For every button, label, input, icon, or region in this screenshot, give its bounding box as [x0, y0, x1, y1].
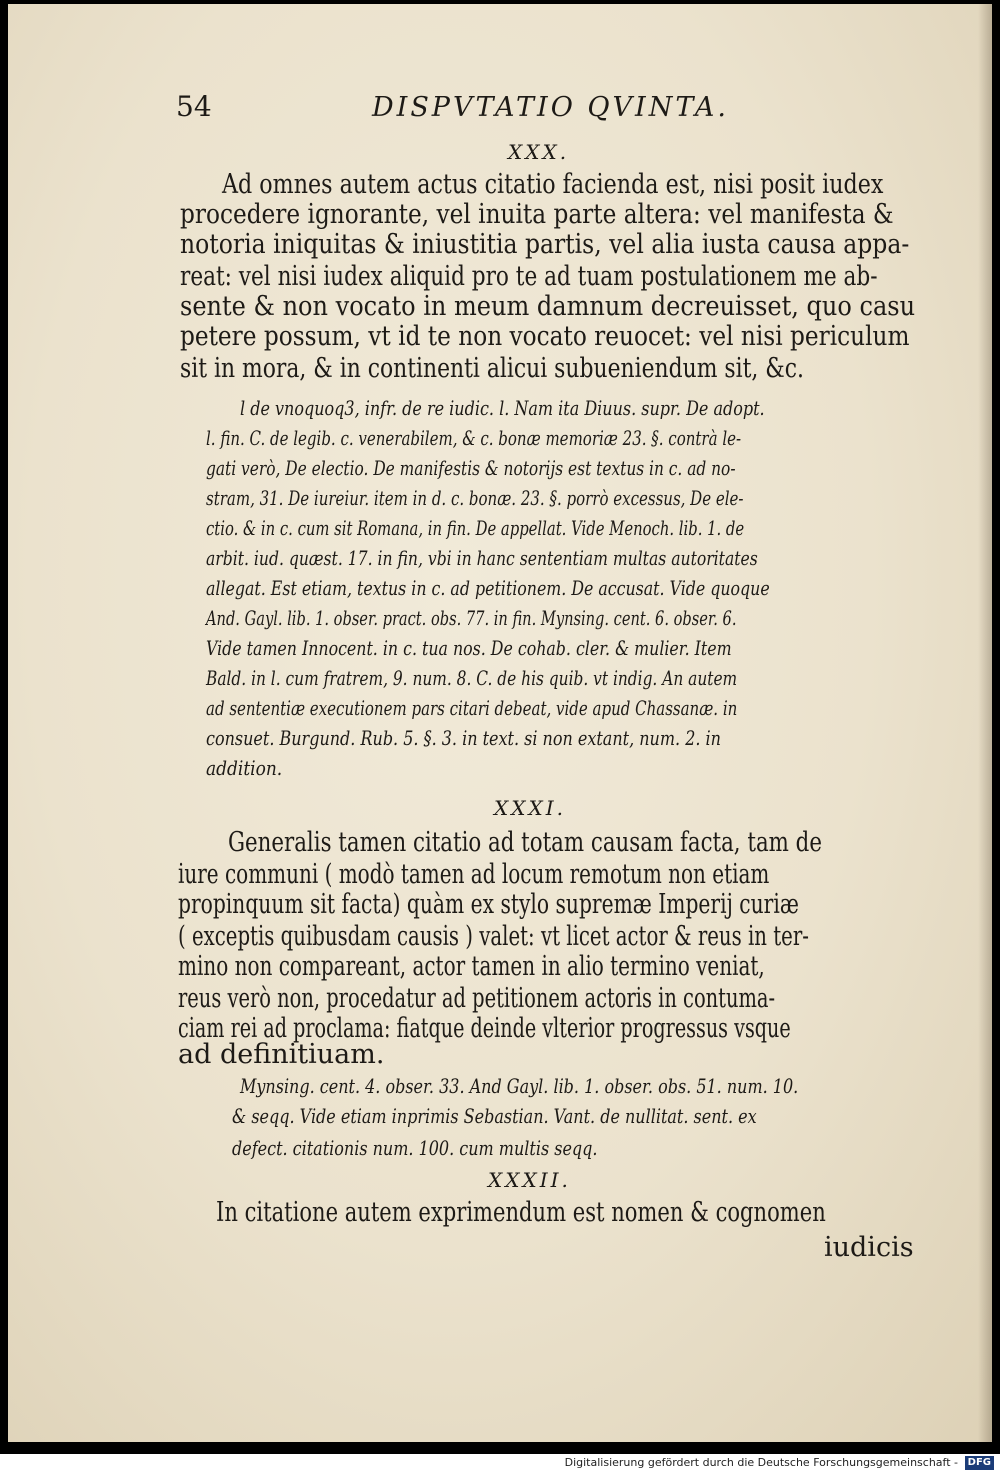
marginal-note-line: ad sententiæ executionem pars citari debeat, vide apud Chassanæ. in — [206, 696, 738, 720]
marginal-note-line: addition. — [206, 756, 283, 780]
marginal-note-line: ctio. & in c. cum sit Romana, in fin. De appellat. Vide Menoch. lib. 1. de — [206, 516, 745, 540]
marginal-note-line: defect. citationis num. 100. cum multis seqq. — [232, 1136, 598, 1160]
marginal-note-line: allegat. Est etiam, textus in c. ad petitionem. De accusat. Vide quoque — [206, 576, 770, 600]
body-line: petere possum, vt id te non vocato reuocet: vel nisi periculum — [180, 321, 910, 352]
dfg-logo: DFG — [965, 1456, 994, 1470]
marginal-note-line: stram, 31. De iureiur. item in d. c. bonæ. 23. §. porrò excessus, De ele- — [206, 486, 744, 510]
marginal-note-line: Mynsing. cent. 4. obser. 33. And Gayl. lib. 1. obser. obs. 51. num. 10. — [240, 1074, 799, 1098]
catchword: iudicis — [824, 1232, 914, 1263]
body-line: Ad omnes autem actus citatio facienda est, nisi posit iudex — [222, 169, 884, 200]
body-line: propinquum sit facta) quàm ex stylo supremæ Imperij curiæ — [178, 889, 799, 920]
marginal-note-line: Vide tamen Innocent. in c. tua nos. De cohab. cler. & mulier. Item — [206, 636, 732, 660]
marginal-note-line: & seqq. Vide etiam inprimis Sebastian. Vant. de nullitat. sent. ex — [232, 1104, 757, 1128]
body-line: procedere ignorante, vel inuita parte altera: vel manifesta & — [180, 199, 894, 230]
body-line: ad definitiuam. — [178, 1039, 385, 1070]
body-line: notoria iniquitas & iniustitia partis, vel alia iusta causa appa- — [180, 229, 910, 260]
marginal-note-line: gati verò, De electio. De manifestis & notorijs est textus in c. ad no- — [206, 456, 736, 480]
body-line: sit in mora, & in continenti alicui subueniendum sit, &c. — [180, 353, 804, 384]
marginal-note-line: l de vnoquoq3, infr. de re iudic. l. Nam ita Diuus. supr. De adopt. — [240, 396, 765, 420]
body-line: mino non compareant, actor tamen in alio termino veniat, — [178, 951, 765, 982]
digitization-credit: Digitalisierung gefördert durch die Deutsche Forschungsgemeinschaft - — [564, 1456, 958, 1469]
running-head: DISPVTATIO QVINTA. — [372, 92, 729, 123]
page-number: 54 — [176, 90, 212, 123]
marginal-note-line: consuet. Burgund. Rub. 5. §. 3. in text. si non extant, num. 2. in — [206, 726, 721, 750]
body-line: Generalis tamen citatio ad totam causam facta, tam de — [228, 827, 822, 858]
marginal-note-line: arbit. iud. quæst. 17. in fin, vbi in hanc sententiam multas autoritates — [206, 546, 758, 570]
body-line: reus verò non, procedatur ad petitionem actoris in contuma- — [178, 983, 776, 1014]
section-number: XXX. — [508, 140, 570, 164]
marginal-note-line: l. fin. C. de legib. c. venerabilem, & c. bonæ memoriæ 23. §. contrà le- — [206, 426, 742, 450]
page-gutter-shadow — [978, 4, 992, 1442]
section-number: XXXI. — [494, 796, 566, 820]
body-line: iure communi ( modò tamen ad locum remotum non etiam — [178, 859, 770, 890]
body-line: In citatione autem exprimendum est nomen & cognomen — [216, 1197, 826, 1228]
body-line: reat: vel nisi iudex aliquid pro te ad tuam postulationem me ab- — [180, 261, 878, 292]
marginal-note-line: Bald. in l. cum fratrem, 9. num. 8. C. de his quib. vt indig. An autem — [206, 666, 738, 690]
section-number: XXXII. — [488, 1168, 571, 1192]
marginal-note-line: And. Gayl. lib. 1. obser. pract. obs. 77. in fin. Mynsing. cent. 6. obser. 6. — [206, 606, 737, 630]
body-line: sente & non vocato in meum damnum decreuisset, quo casu — [180, 291, 916, 322]
body-line: ( exceptis quibusdam causis ) valet: vt licet actor & reus in ter- — [178, 921, 809, 952]
body-line: ciam rei ad proclama: fiatque deinde vlterior progressus vsque — [178, 1013, 791, 1044]
